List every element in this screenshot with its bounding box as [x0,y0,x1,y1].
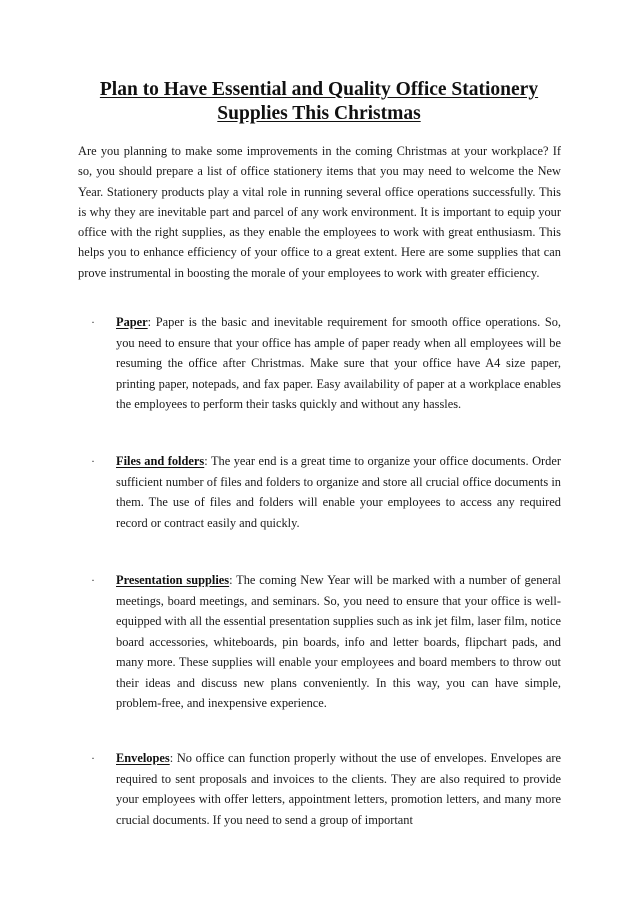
list-item-text [116,748,561,830]
list-item-term: Envelopes [116,751,170,765]
term-separator: : [147,315,156,329]
bullet-icon: · [91,573,95,587]
list-item-description: No office can function properly without the use of envelopes. Envelopes are required to sent proposals and invoices to the clients. They are also required to provide your employees with offer letters, appointment letters, promotion letters, and many more crucial documents. If you need to send a group of important [116,751,561,827]
list-item-paper [78,312,561,415]
bullet-icon: · [91,751,95,765]
bullet-icon: · [91,315,95,329]
intro-paragraph: Are you planning to make some improvements in the coming Christmas at your workplace? If so, you should prepare a list of office stationery items that you may need to welcome the New Year. Stationery products play a vital role in running several office operations successfully. This is why they are inevitable part and parcel of any work environment. It is important to equip your office with the right supplies, as they enable the employees to work with great enthusiasm. This helps you to enhance efficiency of your office to a great extent. Here are some supplies that can prove instrumental in boosting the morale of your employees to work with greater efficiency. [78,144,561,280]
term-separator: : [204,454,211,468]
list-item-description: The year end is a great time to organize your office documents. Order sufficient number of files and folders to organize and store all crucial office documents in them. The use of files and folders will enable your employees to access any required record or contract easily and quickly. [116,454,561,530]
list-item-presentation-supplies [78,570,561,714]
list-item-envelopes [78,748,561,830]
page-title: Plan to Have Essential and Quality Office Stationery Supplies This Christmas [99,79,539,124]
list-item-text [116,451,561,533]
term-separator: : [169,751,177,765]
list-item-description: Paper is the basic and inevitable requirement for smooth office operations. So, you need to ensure that your office has ample of paper ready when all employees will be resuming the office after Christmas. Make sure that your office have A4 size paper, printing paper, notepads, and fax paper. Easy availability of paper at a workplace enables the employees to perform their tasks quickly and without any hassles. [116,315,561,411]
list-item-files-and-folders [78,451,561,533]
list-item-text [116,570,561,714]
list-item-text [116,312,561,415]
list-item-term: Presentation supplies [116,573,230,587]
list-item-term: Files and folders [116,454,205,468]
list-item-description: The coming New Year will be marked with a number of general meetings, board meetings, and seminars. So, you need to ensure that your office is well-equipped with all the essential presentation supplies such as ink jet film, laser film, notice board accessories, whiteboards, pin boards, info and letter boards, flipchart pads, and many more. These supplies will enable your employees and board members to throw out their ideas and discuss new plans conveniently. In this way, you can have simple, problem-free, and inexpensive experience. [116,573,561,710]
bullet-icon: · [91,454,95,468]
list-item-term: Paper [116,315,148,329]
term-separator: : [229,573,237,587]
